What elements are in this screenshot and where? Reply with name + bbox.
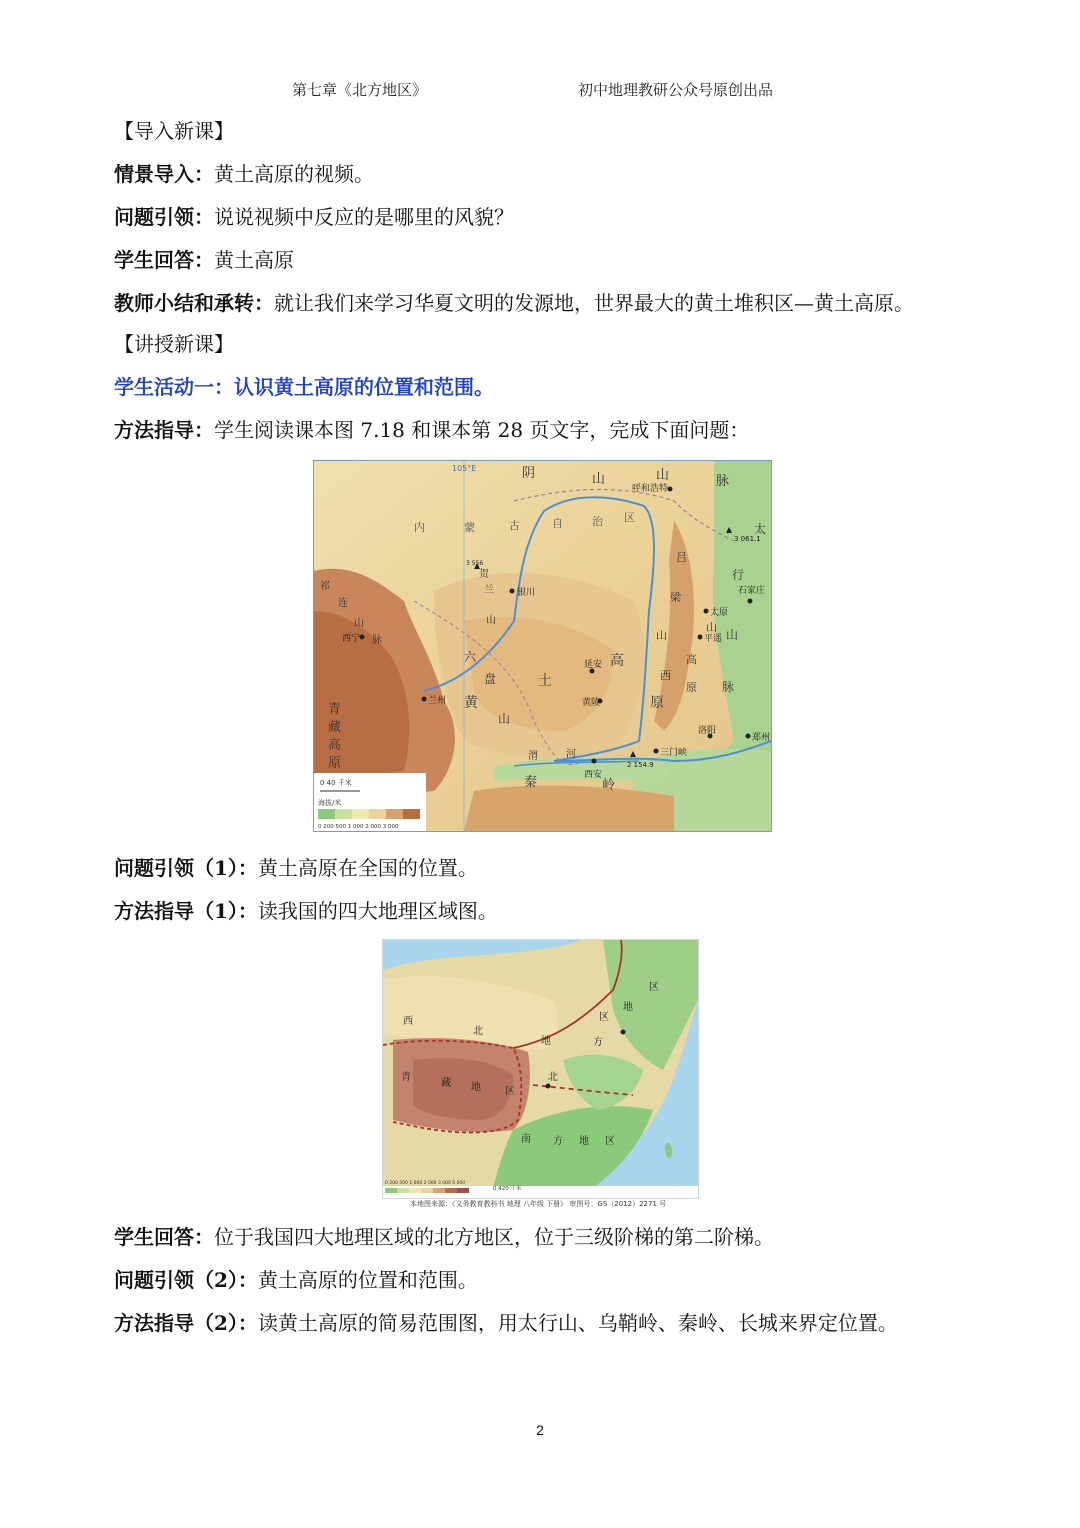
scenario-intro-line [114,161,374,187]
line-label: 方法指导（2）： [114,1311,258,1335]
activity-one-title: 学生活动一：认识黄土高原的位置和范围。 [114,375,494,399]
map-label: 行 [732,568,745,582]
map-label: 青 [328,702,342,717]
line-text: 说说视频中反应的是哪里的风貌？ [214,205,514,229]
elevation-legend [385,1188,469,1193]
map-label: 原 [328,756,342,771]
map-label: 太 [754,522,767,536]
region-label: 西 [403,1016,413,1027]
map-label: 山 [656,629,667,642]
line-text: 就让我们来学习华夏文明的发源地，世界最大的黄土堆积区—黄土高原。 [274,291,914,315]
city-label: 郑州 [752,733,771,743]
map-label: 西 [660,669,671,682]
line-label: 教师小结和承转： [114,291,274,315]
line-label: 学生回答： [114,248,214,272]
map-label: 脉 [372,635,382,646]
header-publisher: 初中地理教研公众号原创出品 [578,81,774,99]
region-label: 北 [548,1072,558,1083]
map-label: 治 [592,515,603,528]
map-label: 山 [498,712,511,726]
line-text: 读我国的四大地理区域图。 [257,899,498,923]
map-label: 六 [464,650,477,664]
map-label: 岭 [602,778,616,793]
map-label: 原 [686,681,697,694]
city-label: 呼和浩特 [632,484,669,494]
map-label: 藏 [328,720,342,735]
map-source-caption: 本地图来源：《义务教育教科书 地理 八年级 下册》 审图号：GS（2012）2271 号 [410,1200,667,1208]
question-lead-line [114,204,514,230]
map-label: 祁 [320,581,330,592]
map-scale: 0 40 千米 [320,779,352,787]
map-label: 黄 [464,695,478,711]
method-two-line [114,1310,898,1336]
region-label: 青 [401,1072,411,1083]
page-number: 2 [536,1422,544,1438]
map-label: 脉 [722,680,735,694]
line-label: 问题引领（1）： [114,856,258,880]
map-label: 贺 [479,569,489,580]
line-label: 方法指导： [114,418,214,442]
map-label: 山 [656,468,670,483]
city-label: 三门峡 [660,748,688,758]
map-label: 原 [650,695,664,711]
elevation-legend [318,809,420,819]
city-label: 兰州 [428,696,447,706]
map-label: 吕 [676,551,687,564]
region-label: 南 [521,1134,531,1145]
map-label: 区 [624,511,635,524]
line-label: 问题引领（2）： [114,1268,258,1292]
teach-section-title: 【讲授新课】 [114,332,234,356]
header-chapter: 第七章《北方地区》 [292,81,428,99]
city-label: 西安 [584,770,603,780]
student-answer-line [114,247,294,273]
peak-elevation: 3 556 [466,560,484,567]
region-label: 地 [623,1002,633,1013]
line-text: 读黄土高原的简易范围图，用太行山、乌鞘岭、秦岭、长城来界定位置。 [257,1311,898,1335]
region-label: 区 [649,982,659,993]
city-label: 黄陵 [582,698,601,708]
peak-elevation: 2 154.9 [627,761,654,769]
student-answer-line [114,1224,774,1250]
city-marker [546,1084,551,1089]
intro-section-title: 【导入新课】 [114,119,234,143]
loess-plateau-map [313,460,772,832]
line-label: 情景导入： [114,162,214,186]
region-label: 方 [593,1037,603,1048]
legend-ticks: 0 200 500 1 000 2 000 3 000 5 000 [385,1181,466,1186]
line-label: 学生回答： [114,1225,214,1249]
teacher-summary-line [114,290,914,316]
city-label: 西宁 [342,634,361,644]
region-label: 区 [505,1086,515,1097]
map-label: 山 [592,472,606,487]
region-label: 方 [553,1136,563,1147]
method-one-line [114,898,498,924]
map-label: 河 [566,749,576,760]
legend-ticks: 0 200 500 1 000 2 000 3 000 [318,824,399,830]
region-label: 区 [605,1136,615,1147]
map-label: 秦 [524,775,538,790]
line-text: 学生阅读课本图 7.18 和课本第 28 页文字，完成下面问题： [214,418,750,442]
map-label: 高 [686,653,697,666]
map-label: 兰 [484,585,494,596]
map-label: 阴 [522,466,536,481]
region-label: 地 [541,1036,551,1047]
region-label: 藏 [441,1078,451,1089]
line-text: 黄土高原的位置和范围。 [257,1268,478,1292]
region-label: 北 [473,1026,483,1037]
map-label: 盘 [484,672,497,686]
city-label: 洛阳 [698,726,717,736]
map-label: 连 [338,598,348,609]
region-label: 地 [579,1136,589,1147]
region-label: 区 [599,1012,609,1023]
map-label: 梁 [670,591,681,604]
china-regions-map [382,939,699,1199]
map-label: 自 [552,517,563,530]
map-label: 内 [414,521,425,534]
question-one-line [114,855,478,881]
region-label: 地 [471,1082,481,1093]
line-text: 黄土高原在全国的位置。 [257,856,478,880]
question-two-line [114,1267,478,1293]
map-label: 古 [509,519,520,532]
map-label: 山 [486,615,496,626]
city-label: 延安 [584,660,603,670]
map-label: 土 [538,673,552,689]
map-label: 高 [328,738,342,753]
peak-elevation: 3 061.1 [734,535,761,543]
longitude-label: 105°E [452,464,477,473]
legend-title: 海拔/米 [318,799,342,807]
line-label: 问题引领： [114,205,214,229]
line-text: 位于我国四大地理区域的北方地区，位于三级阶梯的第二阶梯。 [214,1225,774,1249]
map-label: 山 [706,621,717,634]
city-label: 石家庄 [738,586,766,596]
map-label: 渭 [528,751,538,762]
map-label: 山 [354,618,364,629]
city-label: 银川 [517,588,536,598]
map-scale: 0 420 千米 [493,1186,522,1192]
map-label: 山 [726,628,739,642]
capital-marker [621,1030,626,1035]
city-label: 太原 [710,608,729,618]
method-guide-line [114,417,749,443]
line-label: 方法指导（1）： [114,899,258,923]
map-label: 蒙 [464,521,475,534]
line-text: 黄土高原 [214,248,294,272]
map-label: 高 [610,653,624,669]
city-label: 平遥 [704,634,723,644]
line-text: 黄土高原的视频。 [214,162,374,186]
map-label: 脉 [716,474,730,489]
